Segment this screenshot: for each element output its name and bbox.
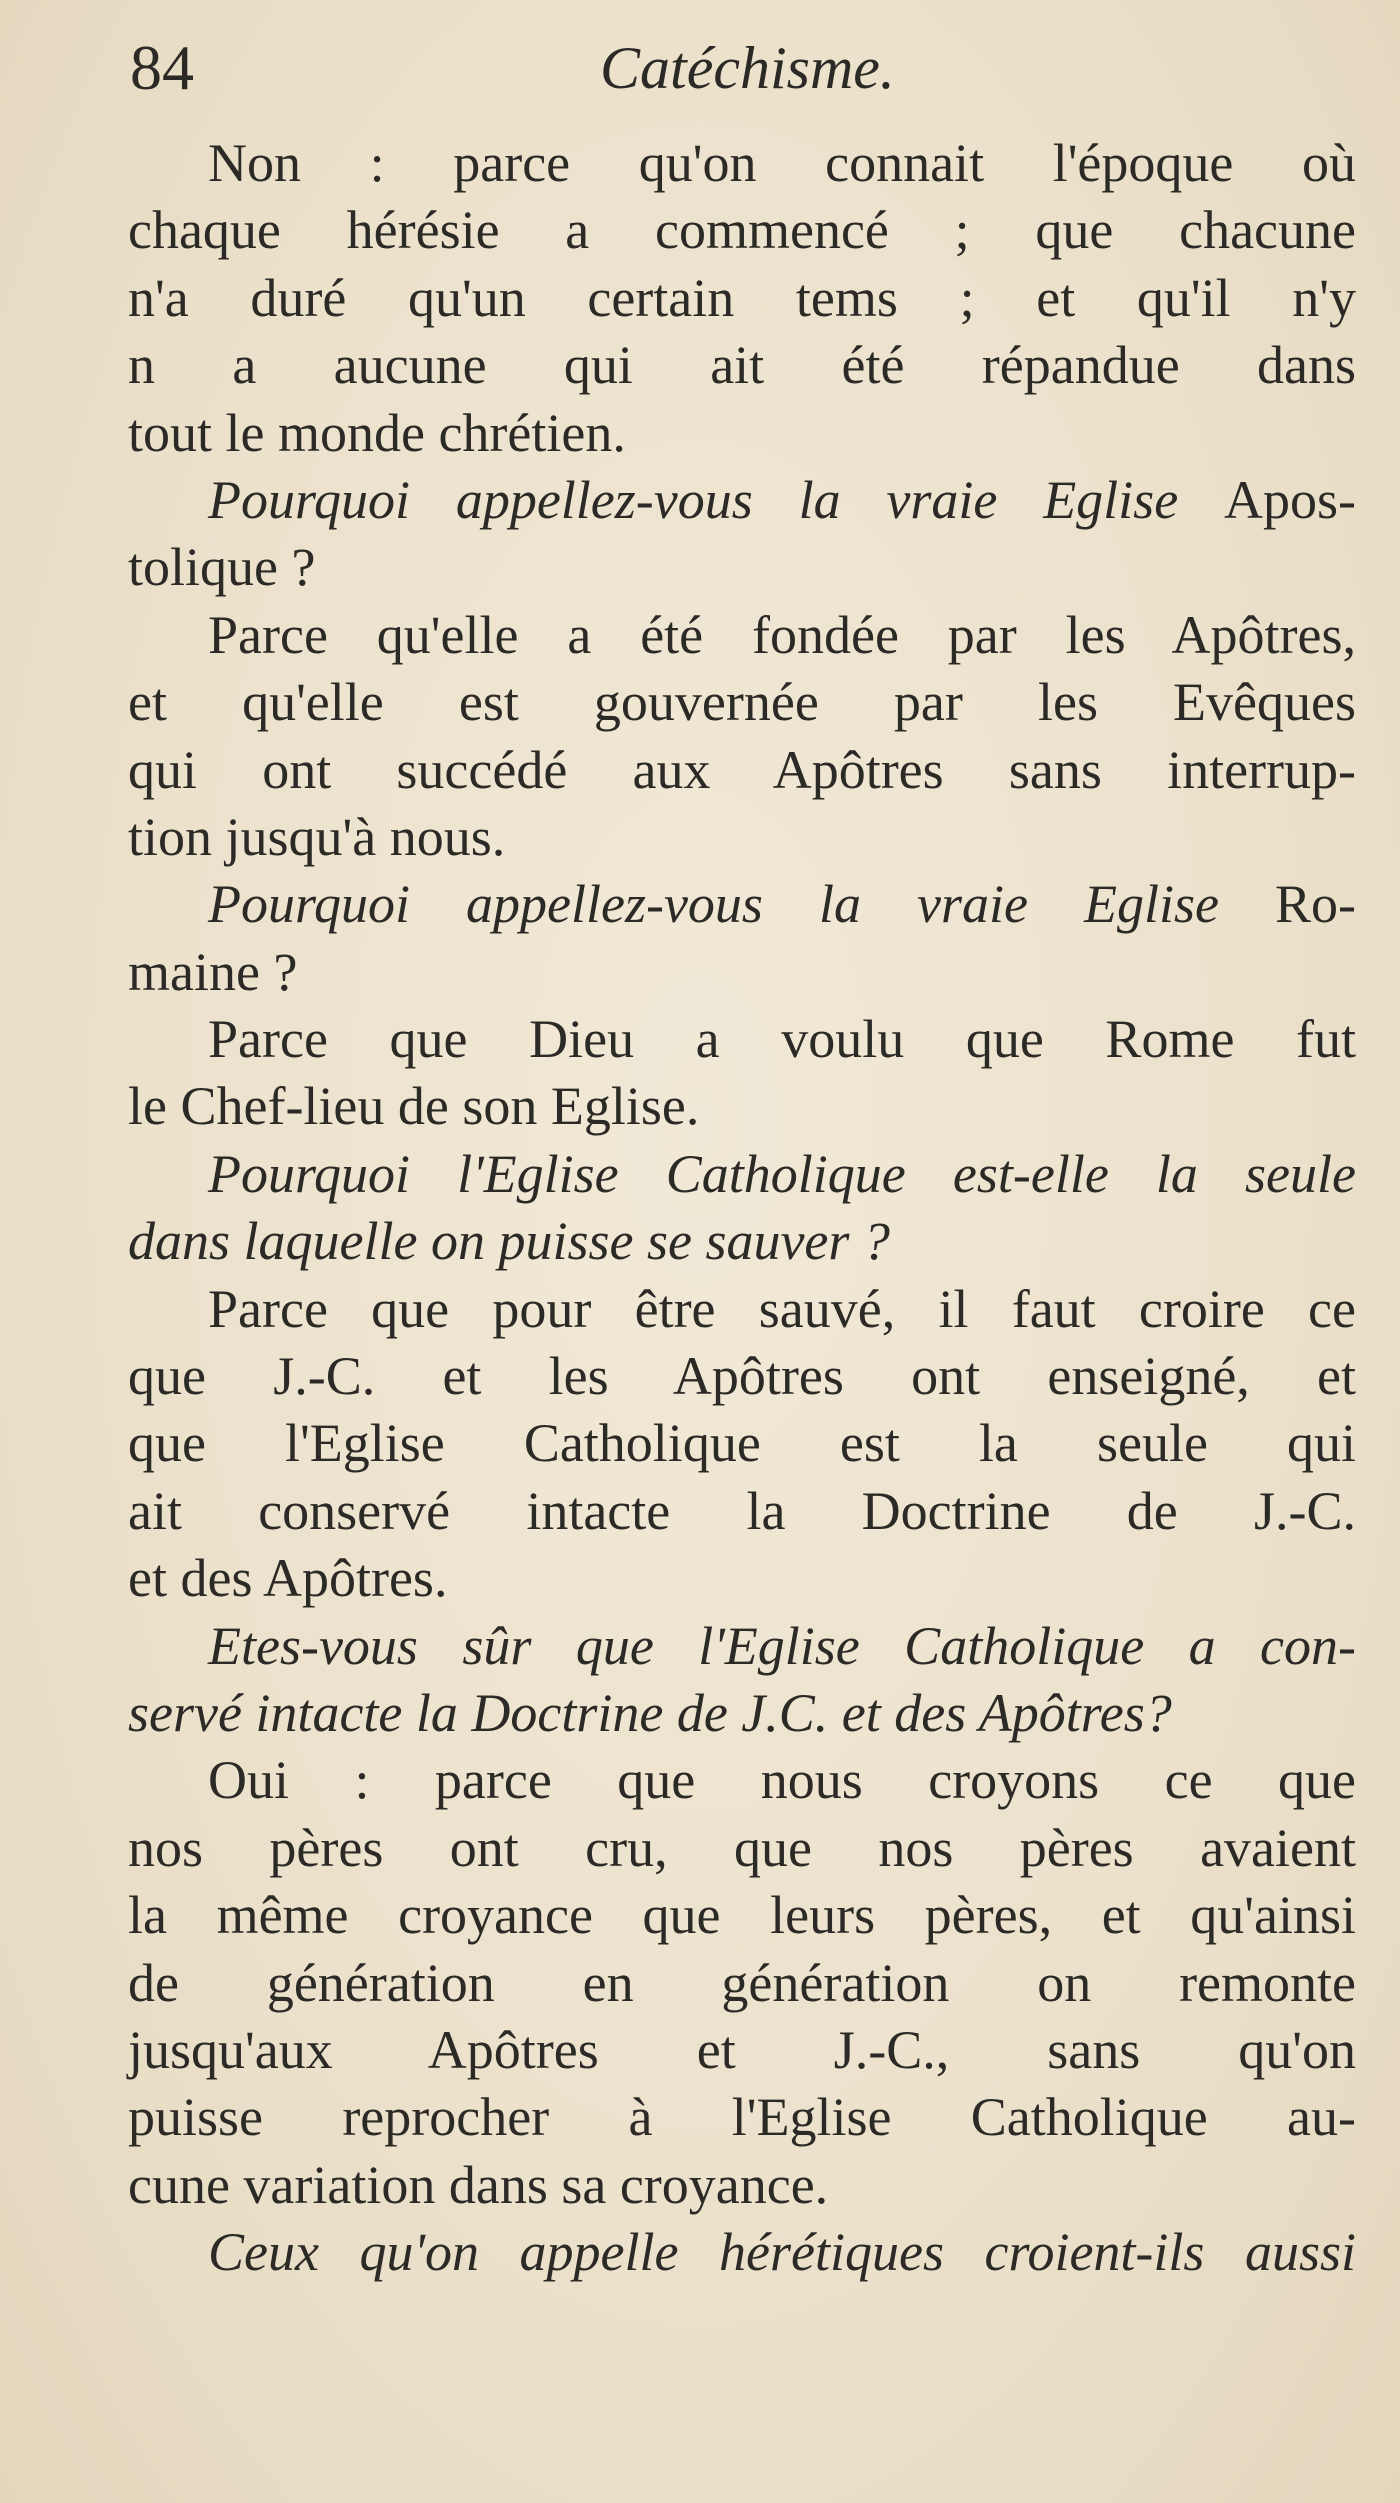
question-line	[128, 939, 1356, 1006]
question-line	[128, 1141, 1356, 1208]
line-text: Etes-vous sûr que l'Eglise Catholique a con-	[208, 1615, 1356, 1676]
answer-line	[128, 400, 1356, 467]
question-line	[128, 534, 1356, 601]
answer-line	[128, 130, 1356, 197]
page-header	[0, 18, 1400, 118]
line-text: cune variation dans sa croyance.	[128, 2154, 829, 2215]
question-line	[128, 1680, 1356, 1747]
line-text: ait conservé intacte la Doctrine de J.-C.	[128, 1480, 1356, 1541]
line-text: Pourquoi l'Eglise Catholique est-elle la seule	[208, 1143, 1356, 1204]
line-text: jusqu'aux Apôtres et J.-C., sans qu'on	[128, 2019, 1356, 2080]
answer-line	[128, 1747, 1356, 1814]
line-text: Parce que Dieu a voulu que Rome fut	[208, 1009, 1356, 1070]
line-roman-text: Ro-	[1275, 874, 1356, 935]
line-text: que J.-C. et les Apôtres ont enseigné, et	[128, 1346, 1356, 1407]
answer-line	[128, 737, 1356, 804]
body-text	[128, 130, 1356, 2287]
answer-line	[128, 2017, 1356, 2084]
answer-line	[128, 602, 1356, 669]
answer-line	[128, 1343, 1356, 1410]
line-text: qui ont succédé aux Apôtres sans interrup-	[128, 739, 1356, 800]
answer-line	[128, 1950, 1356, 2017]
line-text: de génération en génération on remonte	[128, 1952, 1356, 2013]
answer-line	[128, 2084, 1356, 2151]
answer-line	[128, 1478, 1356, 1545]
line-roman-text: tolique ?	[128, 537, 316, 598]
line-text: n'a duré qu'un certain tems ; et qu'il n'y	[128, 267, 1356, 328]
line-text: tion jusqu'à nous.	[128, 806, 506, 867]
line-roman-text: maine ?	[128, 941, 298, 1002]
line-text: tout le monde chrétien.	[128, 402, 626, 463]
line-text: chaque hérésie a commencé ; que chacune	[128, 200, 1356, 261]
answer-line	[128, 1815, 1356, 1882]
line-text: dans laquelle on puisse se sauver ?	[128, 1211, 890, 1272]
line-text: Non : parce qu'on connait l'époque où	[208, 133, 1356, 193]
line-text: Pourquoi appellez-vous la vraie Eglise	[208, 469, 1224, 530]
answer-line	[128, 2152, 1356, 2219]
question-line	[128, 871, 1356, 938]
answer-line	[128, 1545, 1356, 1612]
question-line	[128, 467, 1356, 534]
line-text: Parce que pour être sauvé, il faut croire ce	[208, 1278, 1356, 1339]
answer-line	[128, 1882, 1356, 1949]
line-text: puisse reprocher à l'Eglise Catholique au-	[128, 2087, 1356, 2148]
line-text: et des Apôtres.	[128, 1548, 448, 1609]
answer-line	[128, 332, 1356, 399]
line-text: Parce qu'elle a été fondée par les Apôtres,	[208, 604, 1356, 665]
line-text: Oui : parce que nous croyons ce que	[208, 1750, 1356, 1811]
answer-line	[128, 1410, 1356, 1477]
running-title: Catéchisme.	[600, 35, 895, 101]
line-text: et qu'elle est gouvernée par les Evêques	[128, 672, 1356, 733]
answer-line	[128, 197, 1356, 264]
answer-line	[128, 1006, 1356, 1073]
line-text: Pourquoi appellez-vous la vraie Eglise	[208, 874, 1275, 935]
answer-line	[128, 804, 1356, 871]
answer-line	[128, 1073, 1356, 1140]
answer-line	[128, 669, 1356, 736]
answer-line	[128, 1276, 1356, 1343]
line-text: Ceux qu'on appelle hérétiques croient-ils aussi	[208, 2222, 1356, 2283]
line-text: n a aucune qui ait été répandue dans	[128, 335, 1356, 396]
line-text: nos pères ont cru, que nos pères avaient	[128, 1817, 1356, 1878]
line-roman-text: Apos-	[1224, 469, 1356, 530]
question-line	[128, 2219, 1356, 2286]
line-text: la même croyance que leurs pères, et qu'ainsi	[128, 1885, 1356, 1946]
page-number: 84	[130, 32, 194, 103]
line-text: servé intacte la Doctrine de J.C. et des Apôtres?	[128, 1682, 1172, 1743]
answer-line	[128, 265, 1356, 332]
question-line	[128, 1613, 1356, 1680]
line-text: le Chef-lieu de son Eglise.	[128, 1076, 700, 1137]
question-line	[128, 1208, 1356, 1275]
line-text: que l'Eglise Catholique est la seule qui	[128, 1413, 1356, 1474]
